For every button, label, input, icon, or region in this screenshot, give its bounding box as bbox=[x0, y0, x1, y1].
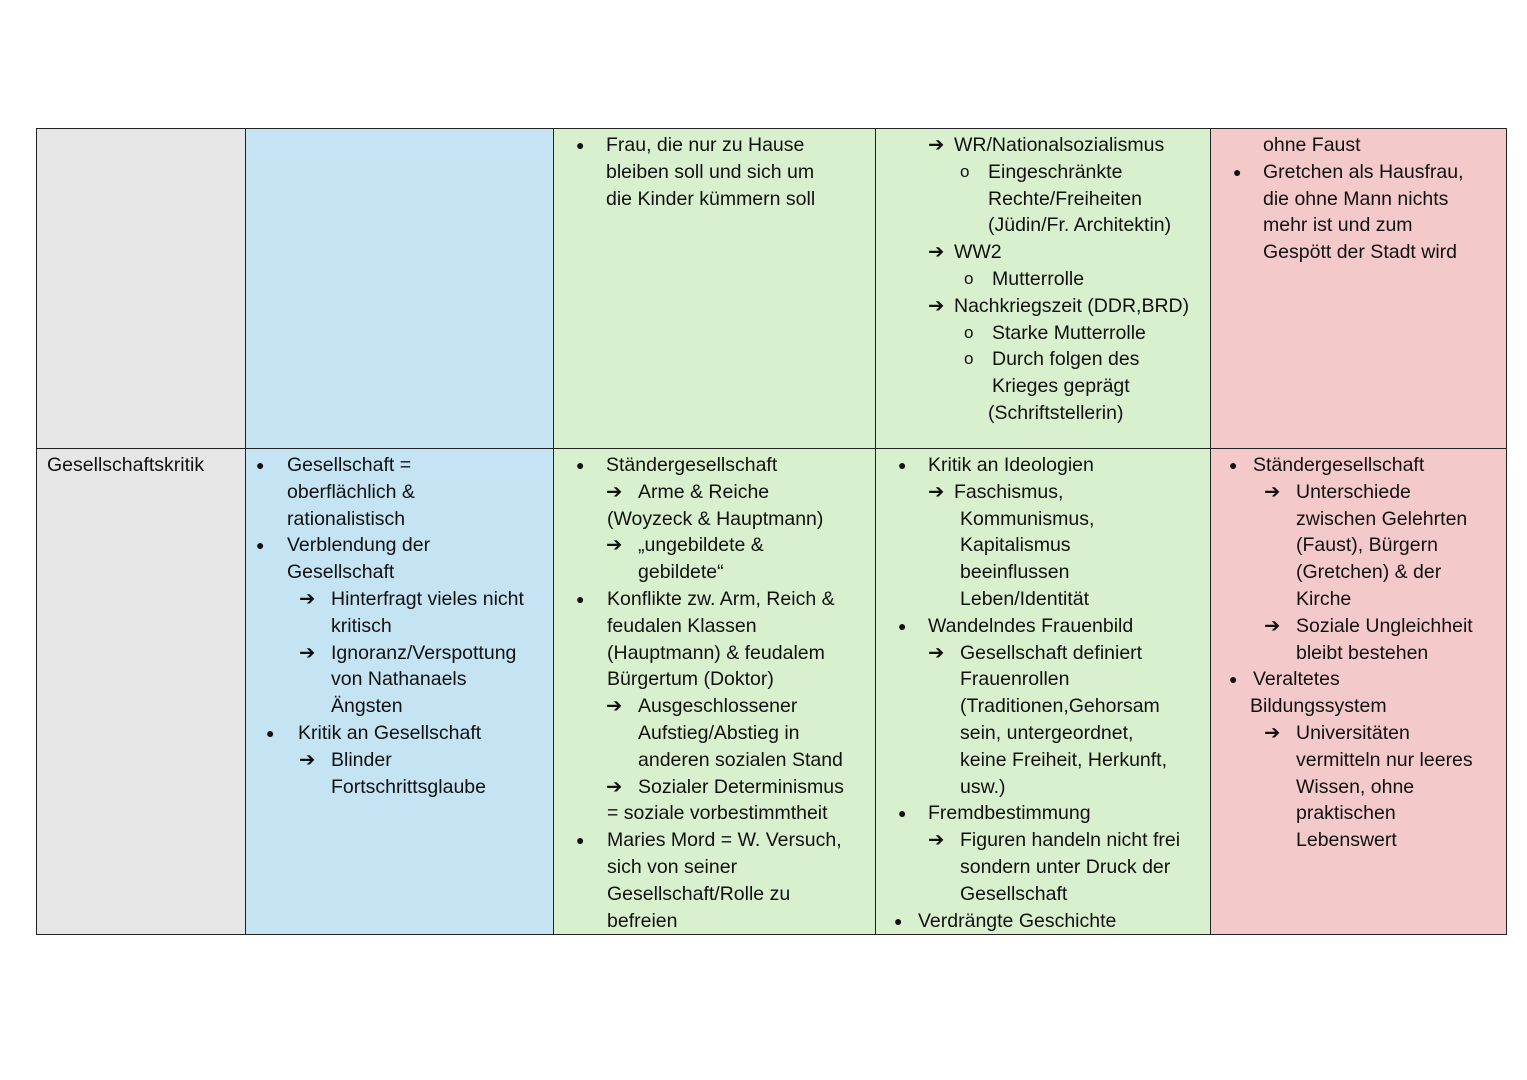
bullet-icon: ● bbox=[1233, 163, 1242, 180]
list-line bbox=[256, 479, 547, 506]
arrow-right-icon: ➔ bbox=[606, 480, 623, 503]
bullet-icon: ● bbox=[256, 457, 265, 473]
arrow-right-icon: ➔ bbox=[606, 775, 623, 798]
bullet-icon: ● bbox=[894, 912, 903, 929]
list-line bbox=[564, 800, 869, 827]
list-line bbox=[564, 559, 869, 586]
list-line bbox=[1221, 532, 1500, 559]
cell-content bbox=[554, 449, 875, 934]
list-line bbox=[256, 747, 547, 774]
list-line bbox=[886, 881, 1204, 908]
list-line bbox=[1221, 452, 1500, 479]
list-text: Starke Mutterrolle bbox=[992, 321, 1146, 344]
list-line bbox=[1221, 132, 1500, 159]
list-text: Frau, die nur zu Hause bbox=[606, 134, 805, 156]
list-text: Ausgeschlossener bbox=[638, 695, 798, 718]
list-text: Konflikte zw. Arm, Reich & bbox=[607, 587, 835, 610]
bullet-icon: ● bbox=[898, 805, 907, 822]
bullet-icon: ● bbox=[266, 724, 275, 741]
list-text: gebildete“ bbox=[638, 561, 724, 584]
arrow-right-icon: ➔ bbox=[606, 534, 623, 557]
list-text: Wandelndes Frauenbild bbox=[928, 614, 1134, 637]
list-text: (Jüdin/Fr. Architektin) bbox=[988, 214, 1172, 237]
list-line bbox=[564, 532, 869, 559]
list-line bbox=[564, 666, 869, 693]
table-cell bbox=[876, 449, 1211, 935]
list-line bbox=[886, 559, 1204, 586]
list-text: WW2 bbox=[954, 241, 1002, 264]
list-line bbox=[886, 212, 1204, 239]
cell-content bbox=[876, 449, 1210, 934]
row-label-cell bbox=[37, 449, 246, 935]
bullet-icon: ● bbox=[1229, 671, 1238, 688]
list-text: (Faust), Bürgern bbox=[1296, 534, 1438, 557]
list-text: Kritik an Ideologien bbox=[928, 454, 1094, 476]
arrow-right-icon: ➔ bbox=[299, 587, 316, 610]
list-text: Gesellschaft bbox=[960, 882, 1068, 905]
list-line bbox=[886, 586, 1204, 613]
list-line bbox=[1221, 586, 1500, 613]
list-text: bleiben soll und sich um bbox=[606, 160, 815, 183]
list-text: Gesellschaft definiert bbox=[960, 641, 1143, 664]
list-text: Kritik an Gesellschaft bbox=[298, 721, 482, 744]
bullet-icon: ● bbox=[576, 590, 585, 607]
arrow-right-icon: ➔ bbox=[928, 829, 945, 852]
circle-bullet-icon: o bbox=[964, 322, 974, 342]
list-text: Bürgertum (Doktor) bbox=[607, 668, 774, 691]
list-text: kritisch bbox=[331, 614, 392, 637]
list-line bbox=[886, 720, 1204, 747]
bullet-icon: ● bbox=[576, 137, 585, 153]
bullet-icon: ● bbox=[898, 617, 907, 634]
list-text: Gretchen als Hausfrau, bbox=[1263, 160, 1464, 183]
list-text: Verdrängte Geschichte bbox=[918, 909, 1117, 932]
list-text: Frauenrollen bbox=[960, 668, 1070, 691]
table-row bbox=[37, 129, 1507, 449]
list-text: Krieges geprägt bbox=[992, 375, 1130, 398]
list-text: rationalistisch bbox=[287, 507, 406, 530]
list-line bbox=[1221, 666, 1500, 693]
list-line bbox=[886, 239, 1204, 266]
list-text: die ohne Mann nichts bbox=[1263, 187, 1449, 210]
list-text: Kapitalismus bbox=[960, 534, 1071, 557]
list-line bbox=[564, 747, 869, 774]
arrow-right-icon: ➔ bbox=[1264, 614, 1281, 637]
list-line bbox=[886, 159, 1204, 186]
table-cell bbox=[876, 129, 1211, 449]
list-text: Leben/Identität bbox=[960, 587, 1090, 610]
list-line bbox=[256, 586, 547, 613]
list-line bbox=[886, 640, 1204, 667]
list-text: Durch folgen des bbox=[992, 348, 1140, 371]
list-line bbox=[886, 373, 1204, 400]
cell-content bbox=[1211, 449, 1506, 854]
list-line bbox=[564, 159, 869, 186]
list-line bbox=[1221, 800, 1500, 827]
list-text: (Gretchen) & der bbox=[1296, 561, 1442, 584]
row-label bbox=[37, 129, 245, 132]
list-text: mehr ist und zum bbox=[1263, 214, 1413, 237]
list-text: (Hauptmann) & feudalem bbox=[607, 641, 825, 664]
list-line bbox=[1221, 720, 1500, 747]
list-text: = soziale vorbestimmtheit bbox=[607, 802, 828, 825]
list-text: vermitteln nur leeres bbox=[1296, 748, 1473, 771]
list-line bbox=[886, 666, 1204, 693]
list-line bbox=[886, 613, 1204, 640]
bullet-icon: ● bbox=[576, 832, 585, 849]
table-cell bbox=[246, 449, 554, 935]
list-text: Lebenswert bbox=[1296, 829, 1397, 852]
list-line bbox=[886, 266, 1204, 293]
list-line bbox=[1221, 159, 1500, 186]
list-line bbox=[1221, 212, 1500, 239]
list-text: Gespött der Stadt wird bbox=[1263, 241, 1458, 264]
list-text: Unterschiede bbox=[1296, 480, 1411, 503]
list-line bbox=[564, 774, 869, 801]
list-line bbox=[256, 640, 547, 667]
cell-content bbox=[1211, 129, 1506, 266]
list-line bbox=[564, 640, 869, 667]
list-line bbox=[256, 693, 547, 720]
list-text: WR/Nationalsozialismus bbox=[954, 134, 1165, 156]
row-label: Gesellschaftskritik bbox=[47, 454, 205, 476]
arrow-right-icon: ➔ bbox=[606, 695, 623, 718]
bullet-icon: ● bbox=[898, 457, 907, 473]
list-line bbox=[1221, 640, 1500, 667]
table-row bbox=[37, 449, 1507, 935]
list-text: Kommunismus, bbox=[960, 507, 1095, 530]
list-line bbox=[886, 506, 1204, 533]
list-text: beeinflussen bbox=[960, 561, 1070, 584]
table-cell bbox=[554, 449, 876, 935]
list-line bbox=[1221, 747, 1500, 774]
list-text: Rechte/Freiheiten bbox=[988, 187, 1142, 210]
list-line bbox=[886, 186, 1204, 213]
arrow-right-icon: ➔ bbox=[1264, 480, 1281, 503]
list-line bbox=[886, 800, 1204, 827]
arrow-right-icon: ➔ bbox=[928, 241, 945, 264]
list-line bbox=[564, 479, 869, 506]
list-text: Sozialer Determinismus bbox=[638, 775, 844, 798]
list-text: Veraltetes bbox=[1253, 668, 1340, 691]
circle-bullet-icon: o bbox=[964, 268, 974, 288]
comparison-table bbox=[36, 128, 1507, 935]
table-cell bbox=[1211, 129, 1507, 449]
circle-bullet-icon: o bbox=[964, 349, 974, 369]
arrow-right-icon: ➔ bbox=[299, 641, 316, 664]
list-line bbox=[564, 186, 869, 213]
list-text: (Woyzeck & Hauptmann) bbox=[607, 507, 824, 530]
list-text: anderen sozialen Stand bbox=[638, 748, 843, 771]
list-text: Figuren handeln nicht frei bbox=[960, 829, 1181, 852]
list-line bbox=[1221, 827, 1500, 854]
list-text: Ständergesellschaft bbox=[606, 454, 778, 476]
list-text: Eingeschränkte bbox=[988, 160, 1123, 183]
table-cell bbox=[1211, 449, 1507, 935]
list-text: Aufstieg/Abstieg in bbox=[638, 721, 800, 744]
list-line bbox=[256, 720, 547, 747]
list-line bbox=[564, 613, 869, 640]
list-line bbox=[1221, 239, 1500, 266]
list-text: Ängsten bbox=[331, 695, 403, 718]
cell-content bbox=[554, 129, 875, 212]
list-line bbox=[256, 613, 547, 640]
list-text: feudalen Klassen bbox=[607, 614, 757, 637]
list-text: usw.) bbox=[960, 775, 1006, 798]
arrow-right-icon: ➔ bbox=[928, 641, 945, 664]
list-text: Blinder bbox=[331, 748, 392, 771]
list-line bbox=[1221, 186, 1500, 213]
list-text: sein, untergeordnet, bbox=[960, 721, 1134, 744]
list-text: ohne Faust bbox=[1263, 134, 1361, 156]
list-line bbox=[1221, 613, 1500, 640]
list-line bbox=[564, 908, 869, 935]
bullet-icon: ● bbox=[256, 537, 265, 554]
list-line bbox=[564, 827, 869, 854]
list-line bbox=[256, 532, 547, 559]
list-text: praktischen bbox=[1296, 802, 1396, 825]
list-line bbox=[256, 666, 547, 693]
list-line bbox=[886, 908, 1204, 935]
list-line bbox=[256, 559, 547, 586]
list-line bbox=[886, 293, 1204, 320]
list-text: Maries Mord = W. Versuch, bbox=[607, 829, 842, 852]
bullet-icon: ● bbox=[576, 457, 585, 473]
list-text: oberflächlich & bbox=[287, 480, 415, 503]
list-text: Arme & Reiche bbox=[638, 480, 770, 503]
list-text: Hinterfragt vieles nicht bbox=[331, 587, 524, 610]
list-line bbox=[256, 774, 547, 801]
list-line bbox=[256, 506, 547, 533]
list-line bbox=[564, 720, 869, 747]
list-text: Ständergesellschaft bbox=[1253, 454, 1425, 476]
list-line bbox=[886, 452, 1204, 479]
list-text: sondern unter Druck der bbox=[960, 855, 1171, 878]
circle-bullet-icon: o bbox=[960, 161, 970, 181]
arrow-right-icon: ➔ bbox=[928, 294, 945, 317]
list-text: Verblendung der bbox=[287, 534, 431, 557]
list-line bbox=[564, 452, 869, 479]
list-line bbox=[564, 132, 869, 159]
list-line bbox=[564, 881, 869, 908]
list-text: Mutterrolle bbox=[992, 267, 1085, 290]
list-line bbox=[886, 774, 1204, 801]
table-cell bbox=[246, 129, 554, 449]
list-text: Soziale Ungleichheit bbox=[1296, 614, 1473, 637]
list-line bbox=[564, 586, 869, 613]
list-text: keine Freiheit, Herkunft, bbox=[960, 748, 1168, 771]
cell-content bbox=[246, 129, 553, 132]
list-text: (Traditionen,Gehorsam bbox=[960, 695, 1160, 718]
list-line bbox=[564, 854, 869, 881]
list-text: zwischen Gelehrten bbox=[1296, 507, 1468, 530]
list-text: Fremdbestimmung bbox=[928, 802, 1091, 825]
list-line bbox=[564, 506, 869, 533]
list-line bbox=[886, 693, 1204, 720]
list-line bbox=[256, 452, 547, 479]
list-line bbox=[886, 854, 1204, 881]
list-text: Nachkriegszeit (DDR,BRD) bbox=[954, 294, 1190, 317]
row-label-cell bbox=[37, 129, 246, 449]
arrow-right-icon: ➔ bbox=[1264, 721, 1281, 744]
list-line bbox=[886, 320, 1204, 347]
arrow-right-icon: ➔ bbox=[928, 480, 945, 503]
list-text: von Nathanaels bbox=[331, 668, 467, 691]
list-text: Kirche bbox=[1296, 587, 1352, 610]
list-line bbox=[1221, 774, 1500, 801]
cell-content bbox=[246, 449, 553, 800]
list-line bbox=[886, 827, 1204, 854]
list-line bbox=[564, 693, 869, 720]
list-line bbox=[1221, 506, 1500, 533]
list-text: Gesellschaft bbox=[287, 561, 395, 584]
list-text: Gesellschaft/Rolle zu bbox=[607, 882, 791, 905]
list-text: Gesellschaft = bbox=[287, 454, 412, 476]
list-text: sich von seiner bbox=[607, 855, 738, 878]
list-line bbox=[886, 400, 1204, 427]
arrow-right-icon: ➔ bbox=[928, 134, 945, 156]
arrow-right-icon: ➔ bbox=[299, 748, 316, 771]
list-text: Universitäten bbox=[1296, 721, 1410, 744]
list-line bbox=[886, 346, 1204, 373]
list-text: Bildungssystem bbox=[1250, 695, 1387, 718]
list-line bbox=[1221, 693, 1500, 720]
list-text: „ungebildete & bbox=[638, 534, 764, 557]
bullet-icon: ● bbox=[1229, 457, 1238, 473]
list-text: (Schriftstellerin) bbox=[988, 401, 1124, 424]
list-text: Wissen, ohne bbox=[1296, 775, 1415, 798]
list-line bbox=[1221, 479, 1500, 506]
list-line bbox=[886, 532, 1204, 559]
list-text: Ignoranz/Verspottung bbox=[331, 641, 517, 664]
list-text: die Kinder kümmern soll bbox=[606, 187, 816, 210]
table-cell bbox=[554, 129, 876, 449]
list-line bbox=[886, 479, 1204, 506]
list-text: Fortschrittsglaube bbox=[331, 775, 486, 798]
cell-content bbox=[876, 129, 1210, 427]
list-line bbox=[1221, 559, 1500, 586]
list-text: befreien bbox=[607, 909, 678, 932]
list-text: Faschismus, bbox=[954, 480, 1064, 503]
list-line bbox=[886, 747, 1204, 774]
list-text: bleibt bestehen bbox=[1296, 641, 1429, 664]
list-line bbox=[886, 132, 1204, 159]
